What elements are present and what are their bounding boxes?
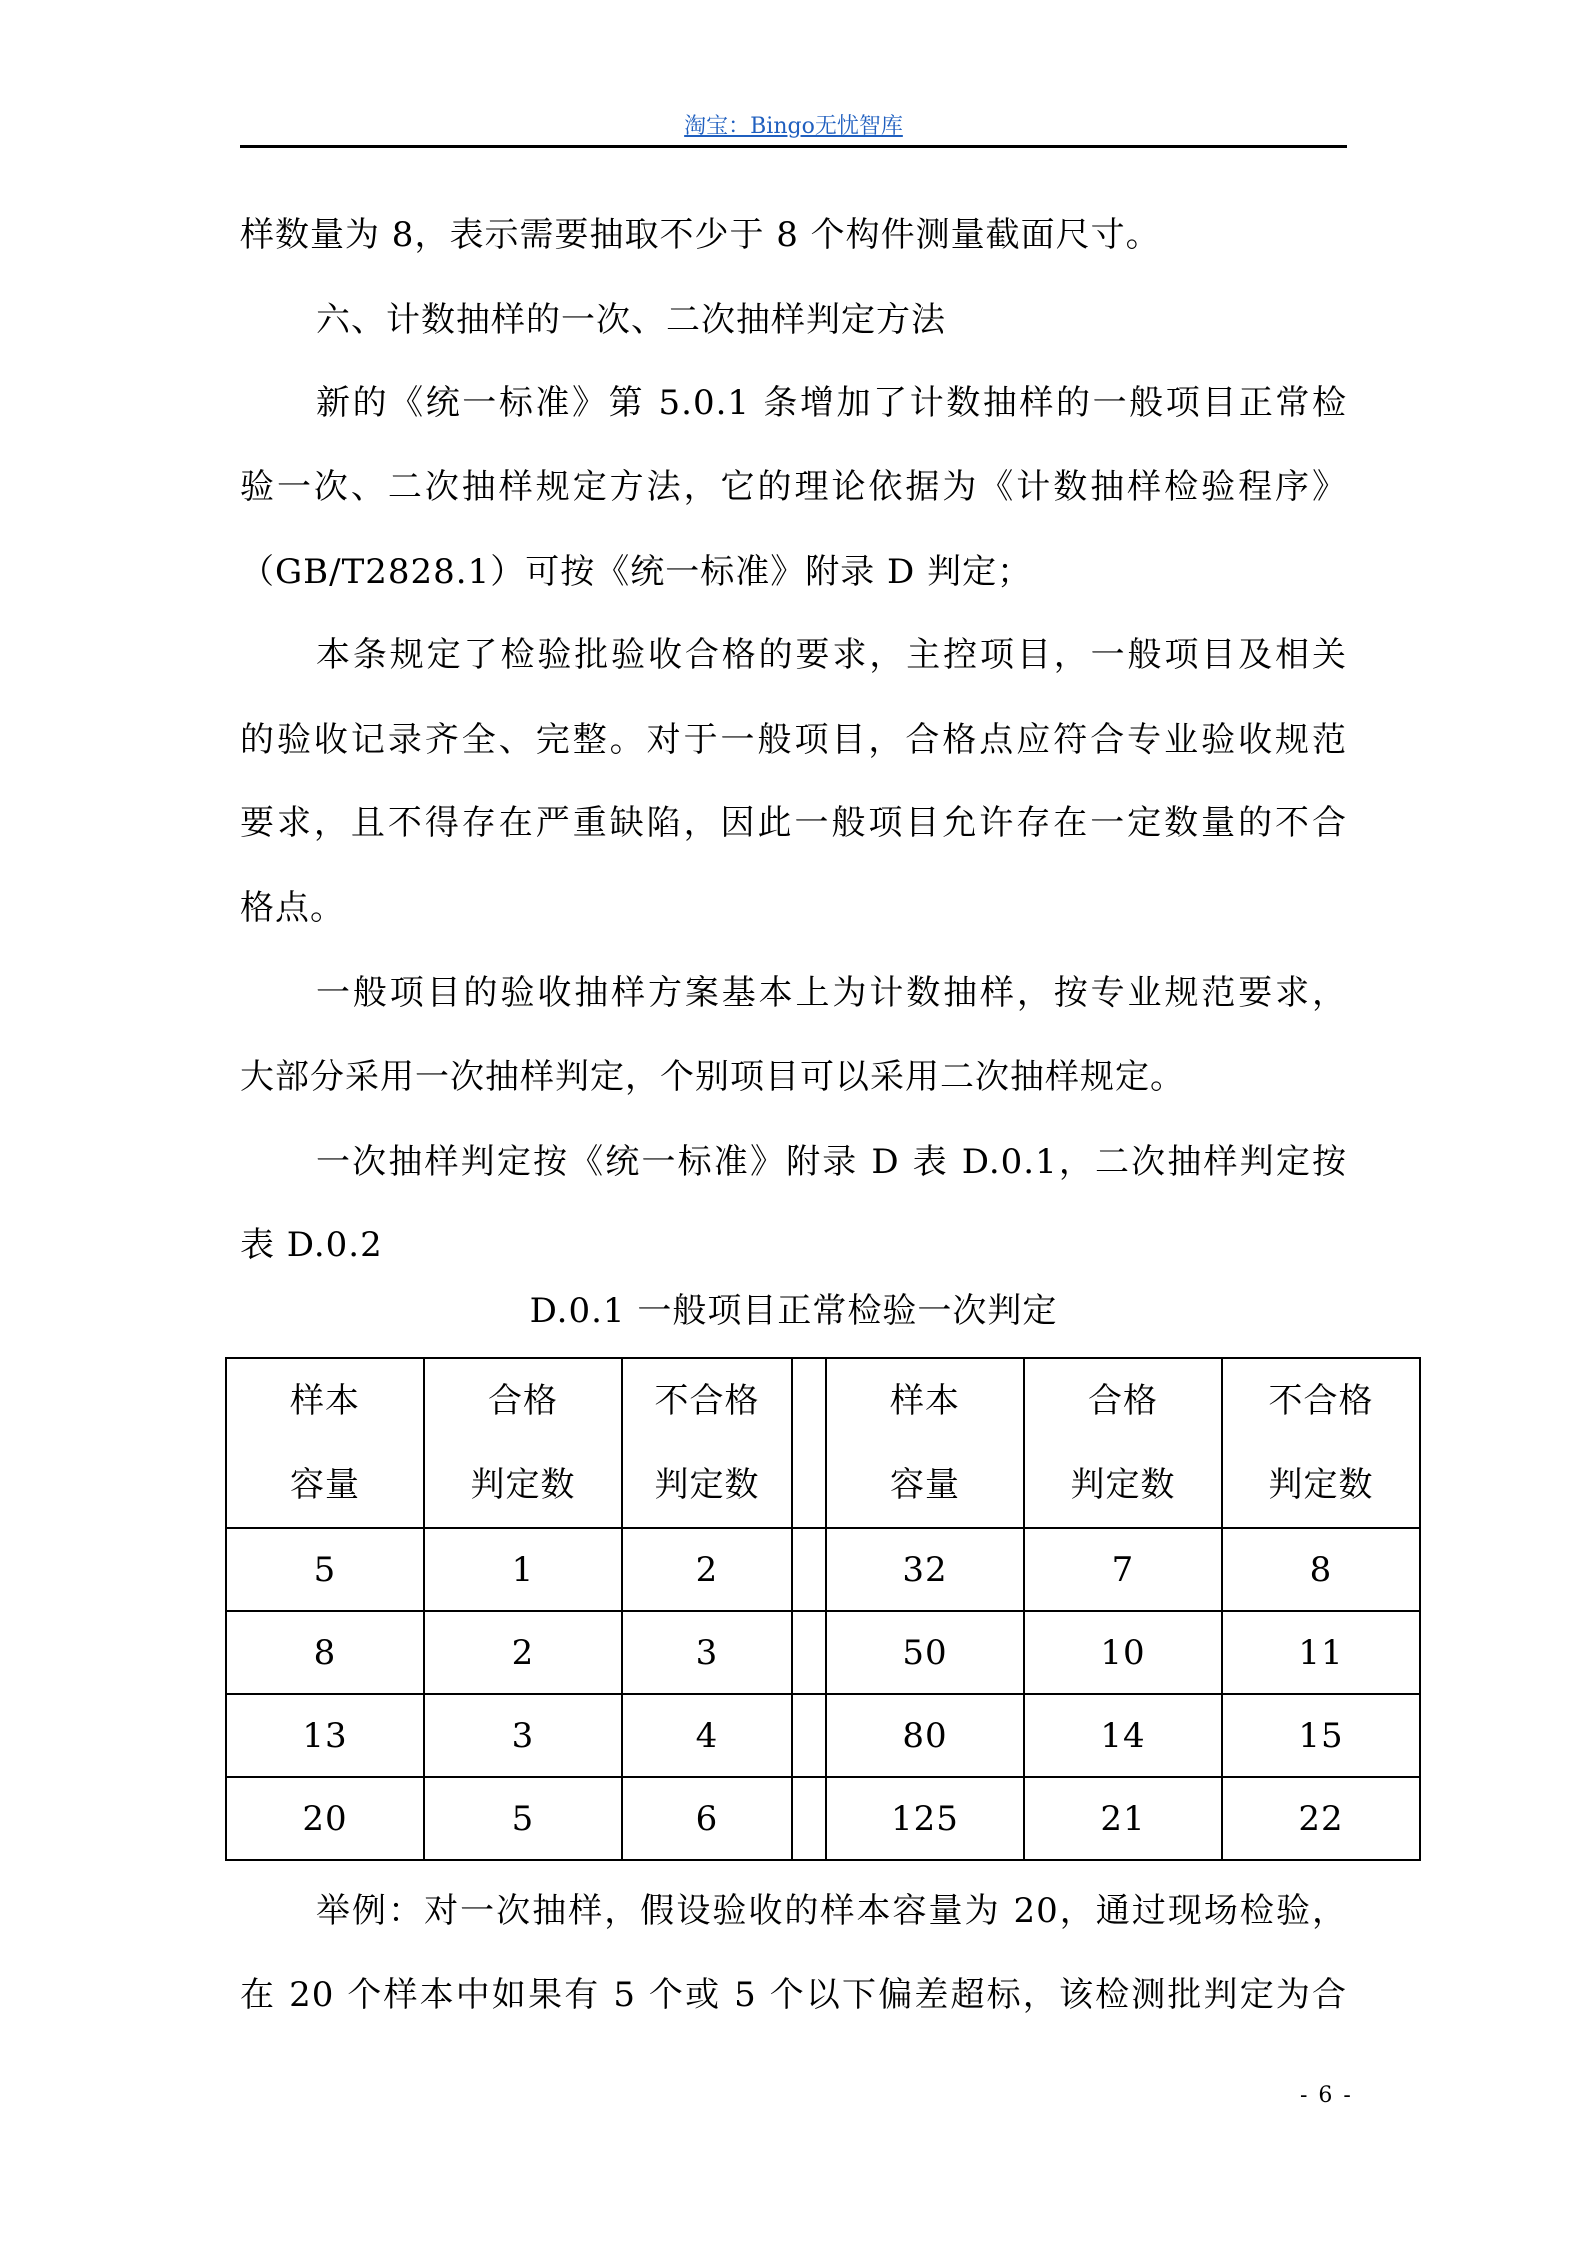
table-cell: 3 — [424, 1694, 622, 1777]
paragraph-line: 本条规定了检验批验收合格的要求，主控项目，一般项目及相关 — [316, 635, 1347, 675]
gap-cell — [792, 1611, 826, 1694]
paragraph-line: 验一次、二次抽样规定方法，它的理论依据为《计数抽样检验程序》 — [240, 467, 1347, 507]
table-cell: 6 — [622, 1777, 792, 1860]
section-heading: 六、计数抽样的一次、二次抽样判定方法 — [316, 300, 946, 340]
gap-cell — [792, 1777, 826, 1860]
table-cell: 1 — [424, 1528, 622, 1611]
table-cell: 125 — [826, 1777, 1024, 1860]
sampling-table — [225, 1357, 1421, 1861]
paragraph-line: 一般项目的验收抽样方案基本上为计数抽样，按专业规范要求， — [316, 973, 1347, 1013]
table-cell: 10 — [1024, 1611, 1222, 1694]
table-cell: 8 — [1222, 1528, 1420, 1611]
table-cell: 20 — [226, 1777, 424, 1860]
table-row — [226, 1777, 1420, 1860]
paragraph-line: 格点。 — [240, 888, 345, 928]
header-cell: 样本 容量 — [226, 1358, 424, 1528]
table-cell: 14 — [1024, 1694, 1222, 1777]
table-cell: 15 — [1222, 1694, 1420, 1777]
paragraph-line: 在 20 个样本中如果有 5 个或 5 个以下偏差超标，该检测批判定为合 — [240, 1975, 1347, 2015]
paragraph-line: 举例：对一次抽样，假设验收的样本容量为 20，通过现场检验， — [316, 1891, 1347, 1931]
table-cell: 2 — [622, 1528, 792, 1611]
table-cell: 2 — [424, 1611, 622, 1694]
gap-cell — [792, 1528, 826, 1611]
table-cell: 8 — [226, 1611, 424, 1694]
header-link[interactable]: 淘宝：Bingo无忧智库 — [684, 114, 903, 139]
paragraph-line: 新的《统一标准》第 5.0.1 条增加了计数抽样的一般项目正常检 — [316, 383, 1347, 423]
header-cell: 样本 容量 — [826, 1358, 1024, 1528]
table-cell: 4 — [622, 1694, 792, 1777]
paragraph-line: 大部分采用一次抽样判定，个别项目可以采用二次抽样规定。 — [240, 1057, 1185, 1097]
paragraph-line: 样数量为 8，表示需要抽取不少于 8 个构件测量截面尺寸。 — [240, 215, 1161, 255]
gap-cell — [792, 1694, 826, 1777]
table-cell: 11 — [1222, 1611, 1420, 1694]
header-cell: 合格 判定数 — [424, 1358, 622, 1528]
table-cell: 7 — [1024, 1528, 1222, 1611]
table-cell: 13 — [226, 1694, 424, 1777]
paragraph-line: 表 D.0.2 — [240, 1225, 383, 1265]
table-cell: 50 — [826, 1611, 1024, 1694]
header-cell: 不合格 判定数 — [1222, 1358, 1420, 1528]
page-number: - 6 - — [1300, 2083, 1353, 2108]
table-row — [226, 1528, 1420, 1611]
paragraph-line: 要求，且不得存在严重缺陷，因此一般项目允许存在一定数量的不合 — [240, 803, 1347, 843]
table-cell: 21 — [1024, 1777, 1222, 1860]
table-cell: 32 — [826, 1528, 1024, 1611]
table-row — [226, 1694, 1420, 1777]
table-caption: D.0.1 一般项目正常检验一次判定 — [529, 1291, 1058, 1331]
table-header-row — [226, 1358, 1420, 1528]
header-rule — [240, 145, 1347, 148]
paragraph-line: 的验收记录齐全、完整。对于一般项目，合格点应符合专业验收规范 — [240, 720, 1347, 760]
paragraph-line: 一次抽样判定按《统一标准》附录 D 表 D.0.1，二次抽样判定按 — [316, 1142, 1347, 1182]
table-cell: 22 — [1222, 1777, 1420, 1860]
table-cell: 5 — [226, 1528, 424, 1611]
table-row — [226, 1611, 1420, 1694]
table-cell: 5 — [424, 1777, 622, 1860]
header-cell: 不合格 判定数 — [622, 1358, 792, 1528]
table-cell: 3 — [622, 1611, 792, 1694]
header-cell: 合格 判定数 — [1024, 1358, 1222, 1528]
paragraph-line: （GB/T2828.1）可按《统一标准》附录 D 判定； — [240, 552, 1033, 592]
table-cell: 80 — [826, 1694, 1024, 1777]
gap-cell — [792, 1358, 826, 1528]
